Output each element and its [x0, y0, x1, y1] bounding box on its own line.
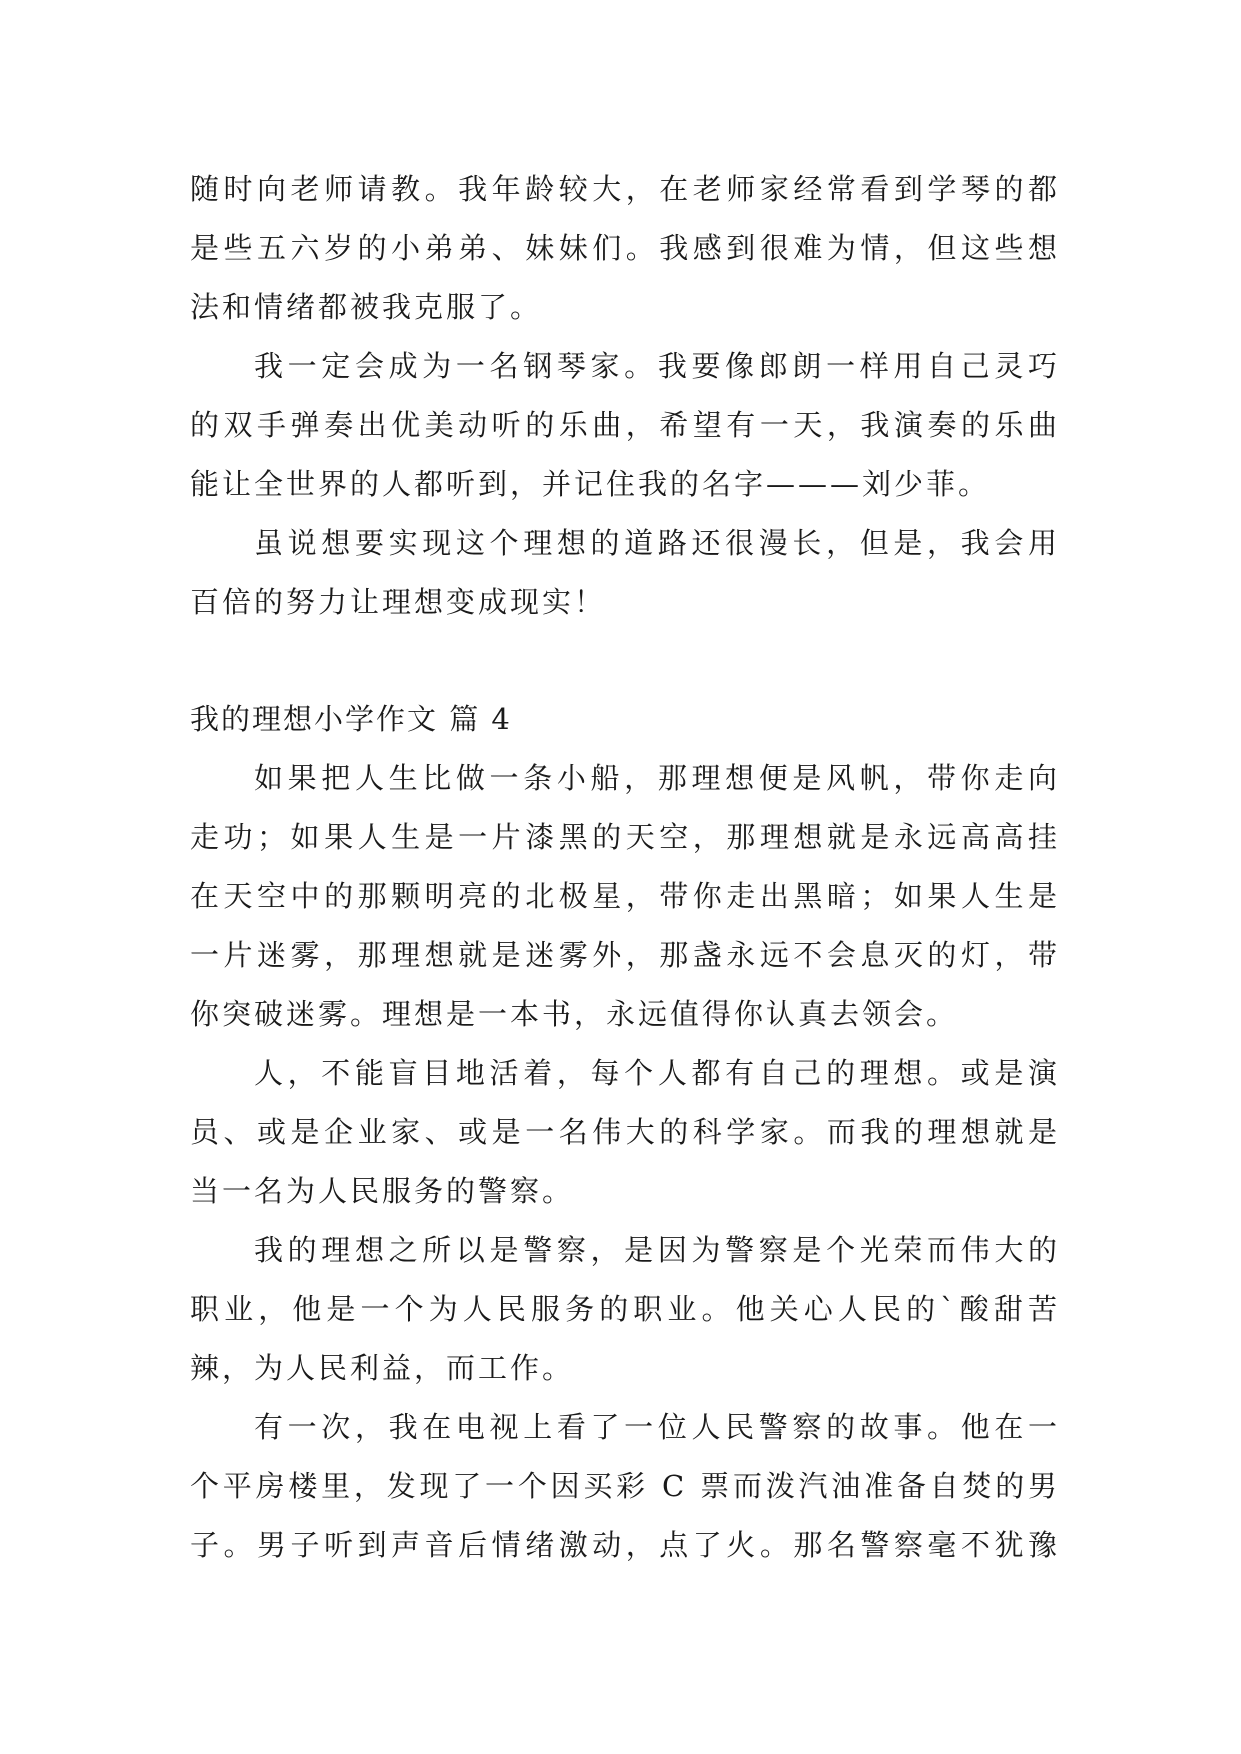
- text-line: 是些五六岁的小弟弟、妹妹们。我感到很难为情，但这些想: [190, 231, 1060, 265]
- text-line: 员、或是企业家、或是一名伟大的科学家。而我的理想就是: [190, 1115, 1060, 1149]
- text-line: 在天空中的那颗明亮的北极星，带你走出黑暗；如果人生是: [190, 879, 1060, 913]
- text-line: 虽说想要实现这个理想的道路还很漫长，但是，我会用: [254, 526, 1060, 560]
- text-line: 辣，为人民利益，而工作。: [190, 1351, 575, 1385]
- paragraph: [190, 337, 1060, 514]
- text-line: 个平房楼里，发现了一个因买彩 C 票而泼汽油准备自焚的男: [190, 1469, 1060, 1503]
- paragraph: [190, 1044, 1060, 1221]
- text-line: 的双手弹奏出优美动听的乐曲，希望有一天，我演奏的乐曲: [190, 408, 1060, 442]
- text-line: 职业，他是一个为人民服务的职业。他关心人民的`酸甜苦: [190, 1292, 1060, 1326]
- text-line: 如果把人生比做一条小船，那理想便是风帆，带你走向: [254, 761, 1060, 795]
- text-line: 人，不能盲目地活着，每个人都有自己的理想。或是演: [254, 1056, 1060, 1090]
- paragraph: [190, 1398, 1060, 1575]
- paragraph: [190, 1221, 1060, 1398]
- text-line: 一片迷雾，那理想就是迷雾外，那盏永远不会息灭的灯，带: [190, 938, 1060, 972]
- text-line: 我一定会成为一名钢琴家。我要像郎朗一样用自己灵巧: [254, 349, 1060, 383]
- text-line: 百倍的努力让理想变成现实！: [190, 585, 607, 619]
- text-line: 能让全世界的人都听到，并记住我的名字———刘少菲。: [190, 467, 991, 501]
- text-line: 当一名为人民服务的警察。: [190, 1174, 575, 1208]
- text-line: 子。男子听到声音后情绪激动，点了火。那名警察毫不犹豫: [190, 1528, 1060, 1562]
- paragraph-continuation: [190, 160, 1060, 337]
- document-page: [190, 160, 1060, 1575]
- paragraph: [190, 749, 1060, 1044]
- text-line: 我的理想之所以是警察，是因为警察是个光荣而伟大的: [254, 1233, 1060, 1267]
- text-line: 法和情绪都被我克服了。: [190, 290, 543, 324]
- section-heading: 我的理想小学作文 篇 4: [190, 702, 512, 736]
- paragraph: [190, 514, 1060, 632]
- text-line: 随时向老师请教。我年龄较大，在老师家经常看到学琴的都: [190, 172, 1060, 206]
- text-line: 你突破迷雾。理想是一本书，永远值得你认真去领会。: [190, 997, 959, 1031]
- text-line: 走功；如果人生是一片漆黑的天空，那理想就是永远高高挂: [190, 820, 1060, 854]
- text-line: 有一次，我在电视上看了一位人民警察的故事。他在一: [254, 1410, 1060, 1444]
